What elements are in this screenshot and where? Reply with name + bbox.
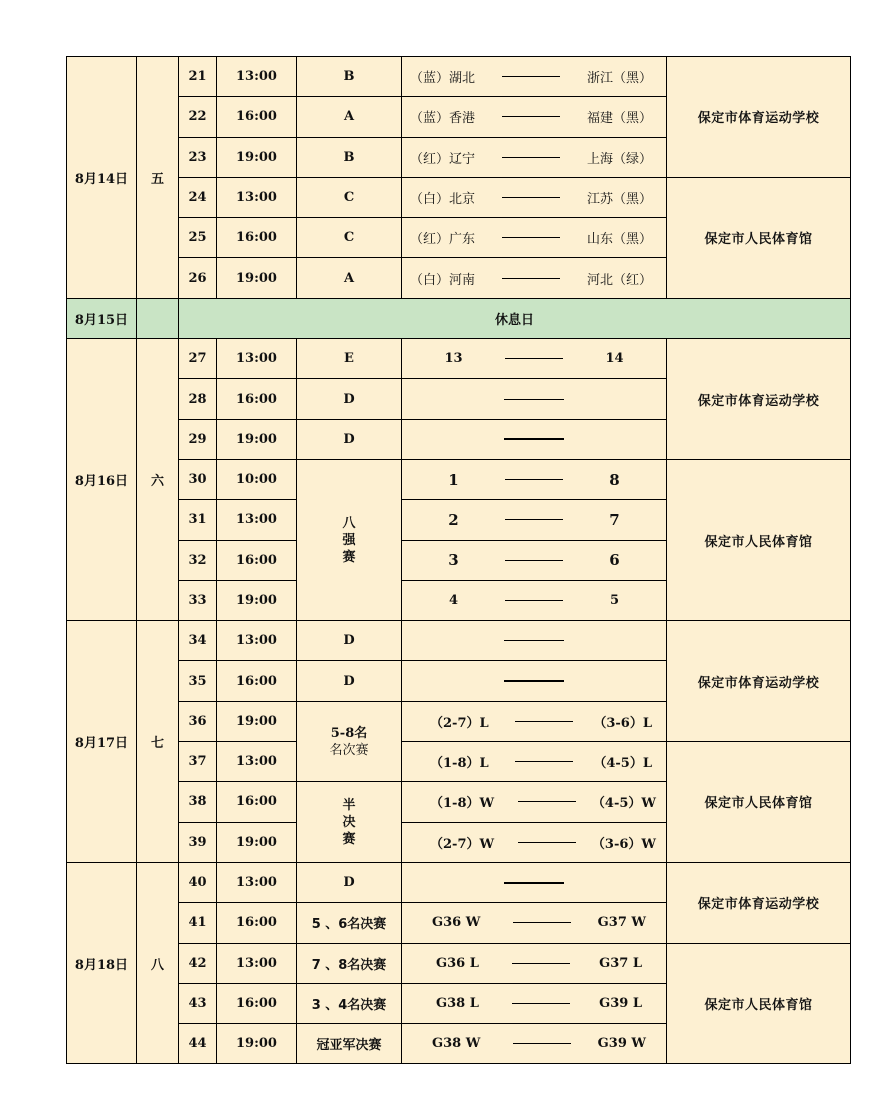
seed-home: 2 (448, 510, 459, 529)
match-number: 33 (179, 580, 217, 620)
match-time: 19:00 (217, 580, 297, 620)
matchup (402, 218, 667, 258)
team-away: （4-5）W (591, 796, 656, 812)
match-group: A (297, 97, 402, 137)
versus-line (513, 922, 571, 923)
team-away: （4-5）L (593, 756, 652, 772)
versus-line (505, 358, 563, 359)
matchup (402, 661, 667, 701)
matchup (402, 97, 667, 137)
versus-line (502, 237, 560, 238)
schedule-table (66, 56, 851, 1064)
venue-cell: 保定市体育运动学校 (667, 862, 851, 943)
team-away: 浙江（黑） (586, 71, 652, 87)
stage-label-line: 决 (342, 814, 356, 830)
match-group: B (297, 137, 402, 177)
table-row (67, 339, 851, 379)
versus-line (505, 560, 563, 561)
matchup (402, 580, 667, 620)
match-time: 16:00 (217, 379, 297, 419)
matchup (402, 621, 667, 661)
match-group: D (297, 661, 402, 701)
match-number: 28 (179, 379, 217, 419)
matchup (402, 742, 667, 782)
stage-quarterfinal (297, 459, 402, 620)
match-number: 30 (179, 459, 217, 499)
match-number: 37 (179, 742, 217, 782)
versus-line (502, 157, 560, 158)
match-number: 26 (179, 258, 217, 298)
team-home: （2-7）W (430, 836, 495, 852)
stage-label-line: 八 (342, 515, 356, 531)
matchup (402, 137, 667, 177)
matchup (402, 258, 667, 298)
round-cell: 八 (137, 862, 179, 1063)
team-home: G38 W (432, 1036, 481, 1052)
match-time: 16:00 (217, 97, 297, 137)
team-away: （3-6）L (593, 715, 652, 731)
versus-line (504, 640, 564, 641)
match-number: 31 (179, 500, 217, 540)
team-home: （1-8）W (430, 796, 495, 812)
versus-line (504, 882, 564, 884)
match-time: 13:00 (217, 943, 297, 983)
match-time: 13:00 (217, 621, 297, 661)
table-row (67, 57, 851, 97)
stage-placement-5-8 (297, 701, 402, 782)
team-home: （2-7）L (430, 715, 489, 731)
match-number: 43 (179, 983, 217, 1023)
match-time: 13:00 (217, 339, 297, 379)
match-group: A (297, 258, 402, 298)
stage-final-label: 5 、6名决赛 (297, 903, 402, 943)
versus-line (504, 680, 564, 682)
stage-label-line: 赛 (342, 831, 356, 847)
stage-final-label: 3 、4名决赛 (297, 983, 402, 1023)
matchup (402, 822, 667, 862)
stage-label-line: 赛 (342, 549, 356, 565)
stage-label-line: 5-8名 (330, 725, 368, 741)
match-number: 40 (179, 862, 217, 902)
matchup (402, 540, 667, 580)
team-away: （3-6）W (591, 836, 656, 852)
table-row (67, 742, 851, 782)
versus-line (513, 1043, 571, 1044)
team-away: 福建（黑） (586, 111, 652, 127)
matchup (402, 459, 667, 499)
match-group: E (297, 339, 402, 379)
match-time: 19:00 (217, 701, 297, 741)
versus-line (505, 519, 563, 520)
date-cell: 8月18日 (67, 862, 137, 1063)
match-group: D (297, 419, 402, 459)
venue-cell: 保定市体育运动学校 (667, 57, 851, 178)
team-home: （蓝）湖北 (410, 71, 476, 87)
match-time: 16:00 (217, 903, 297, 943)
match-number: 42 (179, 943, 217, 983)
team-away: 上海（绿） (586, 151, 652, 167)
round-cell: 五 (137, 57, 179, 299)
versus-line (515, 721, 573, 722)
venue-cell: 保定市人民体育馆 (667, 943, 851, 1064)
match-time: 19:00 (217, 258, 297, 298)
match-time: 13:00 (217, 57, 297, 97)
team-away: G39 L (599, 995, 642, 1011)
stage-semifinal (297, 782, 402, 863)
seed-away: 7 (609, 510, 620, 529)
rest-day-row (67, 298, 851, 338)
match-group: D (297, 621, 402, 661)
versus-line (504, 399, 564, 400)
match-number: 35 (179, 661, 217, 701)
match-time: 16:00 (217, 782, 297, 822)
team-home: （白）北京 (410, 192, 476, 208)
team-home: （红）辽宁 (410, 151, 476, 167)
match-time: 19:00 (217, 822, 297, 862)
versus-line (512, 1003, 570, 1004)
match-time: 19:00 (217, 419, 297, 459)
match-group: C (297, 177, 402, 217)
venue-cell: 保定市体育运动学校 (667, 339, 851, 460)
team-home: （1-8）L (430, 756, 489, 772)
date-cell: 8月15日 (67, 298, 137, 338)
match-time: 16:00 (217, 983, 297, 1023)
team-away: 山东（黑） (586, 232, 652, 248)
match-time: 10:00 (217, 459, 297, 499)
versus-line (502, 76, 560, 77)
versus-line (505, 600, 563, 601)
table-row (67, 621, 851, 661)
matchup (402, 57, 667, 97)
table-row (67, 862, 851, 902)
table-row (67, 177, 851, 217)
matchup (402, 943, 667, 983)
stage-final-label: 7 、8名决赛 (297, 943, 402, 983)
venue-cell: 保定市人民体育馆 (667, 459, 851, 620)
matchup (402, 903, 667, 943)
matchup (402, 862, 667, 902)
matchup (402, 379, 667, 419)
match-time: 19:00 (217, 1024, 297, 1064)
match-number: 21 (179, 57, 217, 97)
match-number: 44 (179, 1024, 217, 1064)
round-cell: 七 (137, 621, 179, 863)
seed-home: 3 (448, 551, 459, 570)
versus-line (518, 801, 576, 802)
match-number: 34 (179, 621, 217, 661)
match-time: 16:00 (217, 540, 297, 580)
round-cell (137, 298, 179, 338)
team-away: G39 W (597, 1036, 646, 1052)
match-number: 41 (179, 903, 217, 943)
match-number: 24 (179, 177, 217, 217)
team-home: 13 (444, 351, 463, 367)
match-number: 23 (179, 137, 217, 177)
team-away: 江苏（黑） (586, 192, 652, 208)
team-home: G38 L (436, 995, 479, 1011)
match-time: 16:00 (217, 218, 297, 258)
match-number: 32 (179, 540, 217, 580)
versus-line (502, 278, 560, 279)
team-away: 河北（红） (586, 272, 652, 288)
versus-line (502, 116, 560, 117)
seed-home: 4 (448, 593, 459, 608)
seed-away: 6 (609, 551, 620, 570)
date-cell: 8月16日 (67, 339, 137, 621)
match-group: B (297, 57, 402, 97)
matchup (402, 177, 667, 217)
seed-away: 8 (609, 470, 620, 489)
versus-line (512, 963, 570, 964)
match-time: 16:00 (217, 661, 297, 701)
team-away: 14 (605, 351, 624, 367)
venue-cell: 保定市人民体育馆 (667, 177, 851, 298)
match-group: D (297, 379, 402, 419)
matchup (402, 500, 667, 540)
match-number: 22 (179, 97, 217, 137)
match-time: 13:00 (217, 862, 297, 902)
match-time: 13:00 (217, 177, 297, 217)
matchup (402, 419, 667, 459)
matchup (402, 782, 667, 822)
stage-label-line: 强 (342, 532, 356, 548)
stage-final-label: 冠亚军决赛 (297, 1024, 402, 1064)
matchup (402, 983, 667, 1023)
venue-cell: 保定市人民体育馆 (667, 742, 851, 863)
venue-cell: 保定市体育运动学校 (667, 621, 851, 742)
team-home: （蓝）香港 (410, 111, 476, 127)
date-cell: 8月14日 (67, 57, 137, 299)
date-cell: 8月17日 (67, 621, 137, 863)
match-number: 29 (179, 419, 217, 459)
table-row (67, 459, 851, 499)
match-number: 25 (179, 218, 217, 258)
versus-line (515, 761, 573, 762)
match-group: C (297, 218, 402, 258)
match-group: D (297, 862, 402, 902)
match-number: 36 (179, 701, 217, 741)
table-row (67, 943, 851, 983)
match-number: 27 (179, 339, 217, 379)
match-time: 13:00 (217, 500, 297, 540)
matchup (402, 1024, 667, 1064)
rest-day-label: 休息日 (179, 298, 851, 338)
versus-line (504, 438, 564, 440)
team-away: G37 L (599, 955, 642, 971)
team-home: G36 W (432, 915, 481, 931)
match-time: 19:00 (217, 137, 297, 177)
team-away: G37 W (597, 915, 646, 931)
team-home: G36 L (436, 955, 479, 971)
stage-label-line: 名次赛 (329, 742, 369, 758)
team-home: （红）广东 (410, 232, 476, 248)
team-home: （白）河南 (410, 272, 476, 288)
seed-away: 5 (609, 593, 620, 608)
matchup (402, 339, 667, 379)
seed-home: 1 (448, 470, 459, 489)
versus-line (505, 479, 563, 480)
versus-line (518, 842, 576, 843)
round-cell: 六 (137, 339, 179, 621)
match-number: 39 (179, 822, 217, 862)
versus-line (502, 197, 560, 198)
stage-label-line: 半 (342, 797, 356, 813)
match-number: 38 (179, 782, 217, 822)
matchup (402, 701, 667, 741)
match-time: 13:00 (217, 742, 297, 782)
